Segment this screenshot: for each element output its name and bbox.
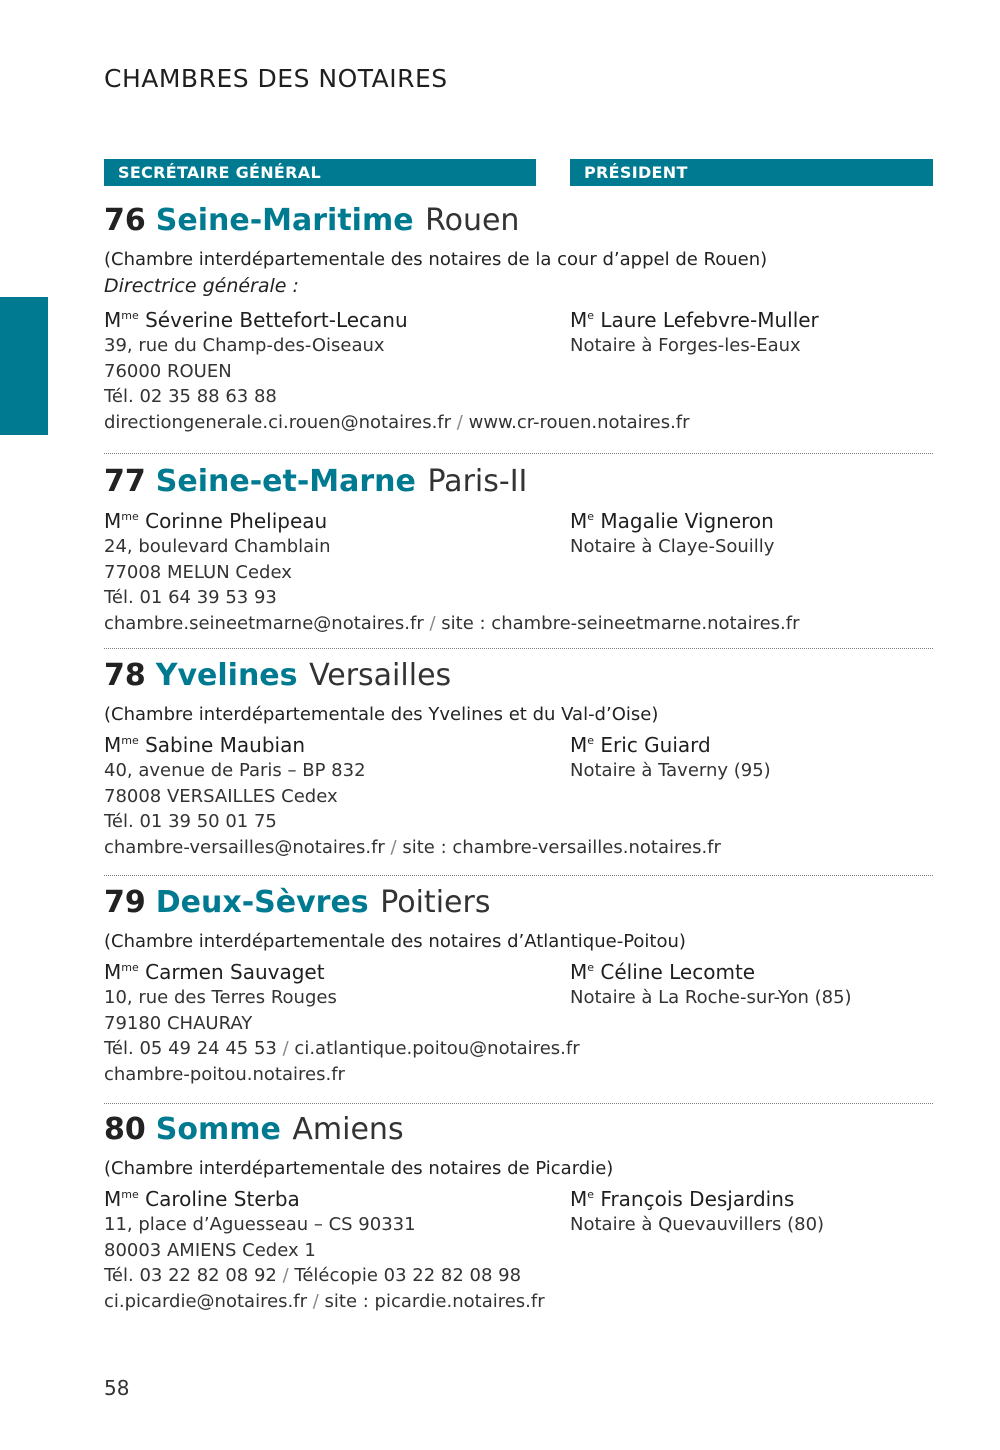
department-number: 79	[104, 885, 146, 920]
president-name: Me François Desjardins	[570, 1187, 795, 1211]
phone: Tél. 01 39 50 01 75	[104, 811, 277, 832]
email-link[interactable]: chambre-versailles@notaires.fr	[104, 836, 385, 858]
website-link[interactable]: site : chambre-seineetmarne.notaires.fr	[441, 612, 800, 634]
court-city: Amiens	[292, 1112, 404, 1147]
phone: Tél. 01 64 39 53 93	[104, 587, 277, 608]
chamber-entry-77	[104, 462, 933, 636]
address-city: 77008 MELUN Cedex	[104, 561, 292, 583]
contact-line: ci.picardie@notaires.fr / site : picardie.notaires.fr	[104, 1290, 545, 1312]
president-info: Notaire à Quevauvillers (80)	[570, 1214, 825, 1235]
website-link[interactable]: site : picardie.notaires.fr	[324, 1290, 545, 1312]
entry-heading	[104, 201, 933, 241]
contact-line: directiongenerale.ci.rouen@notaires.fr / www.cr-rouen.notaires.fr	[104, 411, 690, 433]
phone: Tél. 03 22 82 08 92	[104, 1265, 277, 1286]
department-name: Deux-Sèvres	[155, 885, 369, 920]
email-link[interactable]: ci.picardie@notaires.fr	[104, 1290, 307, 1312]
email-link[interactable]: ci.atlantique.poitou@notaires.fr	[294, 1038, 580, 1059]
court-city: Paris-II	[427, 464, 528, 499]
email-link[interactable]: chambre.seineetmarne@notaires.fr	[104, 612, 424, 634]
header-secretaire-general: SECRÉTAIRE GÉNÉRAL	[104, 159, 536, 186]
department-name: Seine-Maritime	[155, 203, 414, 238]
department-name: Yvelines	[155, 658, 298, 693]
address-street: 10, rue des Terres Rouges	[104, 987, 337, 1008]
side-tab-marker	[0, 297, 48, 435]
contact-line: chambre.seineetmarne@notaires.fr / site : chambre-seineetmarne.notaires.fr	[104, 612, 800, 634]
chamber-subtitle: (Chambre interdépartementale des Yvelines et du Val-d’Oise)	[104, 704, 659, 725]
divider	[104, 1103, 933, 1104]
phone: Tél. 02 35 88 63 88	[104, 386, 277, 407]
address-city: 80003 AMIENS Cedex 1	[104, 1239, 316, 1261]
chamber-entry-76	[104, 201, 933, 435]
website-link[interactable]: site : chambre-versailles.notaires.fr	[402, 836, 721, 858]
court-city: Versailles	[309, 658, 452, 693]
email-link[interactable]: directiongenerale.ci.rouen@notaires.fr	[104, 411, 452, 433]
website-link[interactable]: chambre-poitou.notaires.fr	[104, 1063, 345, 1085]
department-name: Seine-et-Marne	[155, 464, 416, 499]
president-name: Me Magalie Vigneron	[570, 509, 774, 533]
secretary-name: $M^{me}$ Carmen Sauvaget	[104, 960, 325, 984]
role-label: Directrice générale :	[104, 275, 299, 297]
address-street: 11, place d’Aguesseau – CS 90331	[104, 1214, 416, 1235]
secretary-name: $M^{me}$ Caroline Sterba	[104, 1187, 300, 1211]
entry-heading	[104, 883, 933, 923]
chamber-subtitle: (Chambre interdépartementale des notaires de Picardie)	[104, 1158, 614, 1179]
secretary-name: $M^{me}$ Séverine Bettefort-Lecanu	[104, 308, 408, 332]
department-number: 78	[104, 658, 146, 693]
divider	[104, 453, 933, 454]
department-number: 76	[104, 203, 146, 238]
address-city: 79180 CHAURAY	[104, 1012, 253, 1034]
president-name: Me Eric Guiard	[570, 733, 711, 757]
address-street: 39, rue du Champ-des-Oiseaux	[104, 335, 385, 356]
phone-line: Tél. 05 49 24 45 53 / ci.atlantique.poitou@notaires.fr	[104, 1038, 580, 1059]
chamber-subtitle: (Chambre interdépartementale des notaires d’Atlantique-Poitou)	[104, 931, 686, 952]
president-name: Me Laure Lefebvre-Muller	[570, 308, 819, 332]
court-city: Rouen	[425, 203, 520, 238]
secretary-name: $M^{me}$ Sabine Maubian	[104, 733, 306, 757]
page-number: 58	[104, 1376, 130, 1400]
divider	[104, 875, 933, 876]
president-info: Notaire à Claye-Souilly	[570, 536, 775, 557]
divider	[104, 648, 933, 649]
entry-heading	[104, 656, 933, 696]
page-title: CHAMBRES DES NOTAIRES	[104, 64, 448, 93]
president-info: Notaire à Taverny (95)	[570, 760, 771, 781]
phone: Tél. 05 49 24 45 53	[104, 1038, 277, 1059]
address-street: 24, boulevard Chamblain	[104, 536, 331, 557]
chamber-subtitle: (Chambre interdépartementale des notaires de la cour d’appel de Rouen)	[104, 249, 768, 270]
header-president: PRÉSIDENT	[570, 159, 933, 186]
president-info: Notaire à Forges-les-Eaux	[570, 335, 801, 356]
president-info: Notaire à La Roche-sur-Yon (85)	[570, 987, 852, 1008]
department-number: 77	[104, 464, 146, 499]
website-link[interactable]: www.cr-rouen.notaires.fr	[468, 411, 690, 433]
phone-line: Tél. 03 22 82 08 92 / Télécopie 03 22 82 08 98	[104, 1265, 522, 1286]
chamber-entry-79	[104, 883, 933, 1087]
chamber-entry-78	[104, 656, 933, 860]
address-city: 78008 VERSAILLES Cedex	[104, 785, 338, 807]
address-city: 76000 ROUEN	[104, 360, 232, 382]
chamber-entry-80	[104, 1110, 933, 1314]
department-number: 80	[104, 1112, 146, 1147]
contact-line: chambre-versailles@notaires.fr / site : chambre-versailles.notaires.fr	[104, 836, 721, 858]
president-name: Me Céline Lecomte	[570, 960, 756, 984]
entry-heading	[104, 462, 933, 502]
department-name: Somme	[155, 1112, 281, 1147]
court-city: Poitiers	[380, 885, 491, 920]
fax: Télécopie 03 22 82 08 98	[294, 1265, 522, 1286]
secretary-name: $M^{me}$ Corinne Phelipeau	[104, 509, 328, 533]
entry-heading	[104, 1110, 933, 1150]
address-street: 40, avenue de Paris – BP 832	[104, 760, 366, 781]
